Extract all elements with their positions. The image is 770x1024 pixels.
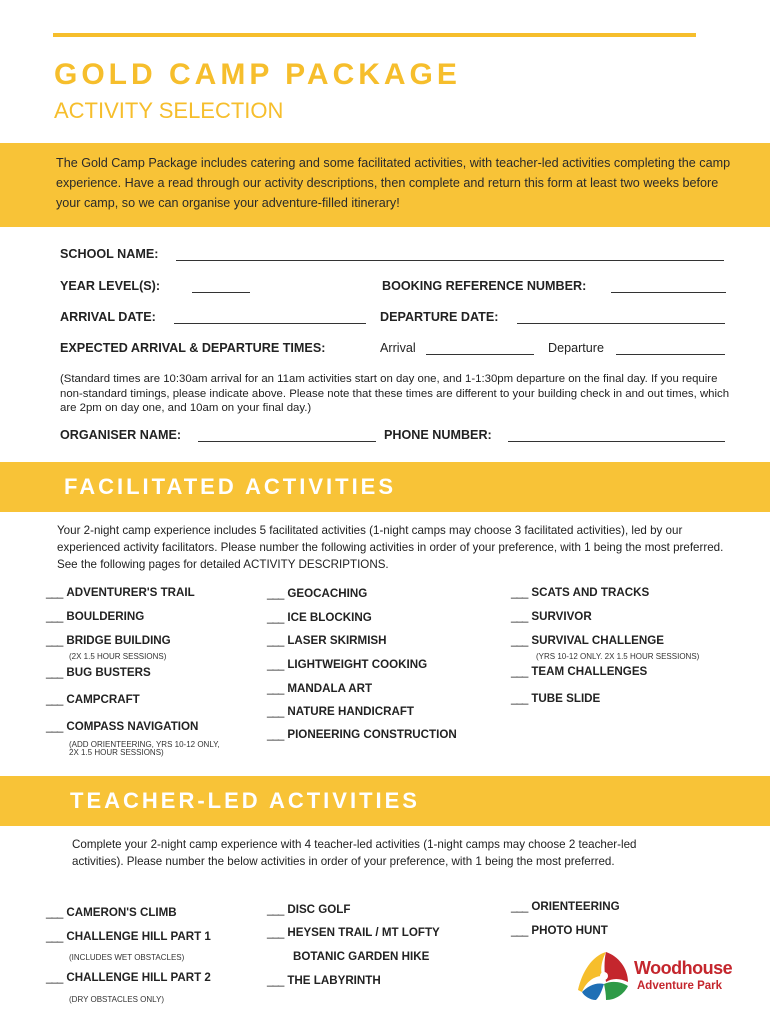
- activity-nature-handicraft[interactable]: ___ NATURE HANDICRAFT: [267, 705, 415, 718]
- activity-team-challenges[interactable]: ___ TEAM CHALLENGES: [511, 665, 648, 678]
- standard-times-note: (Standard times are 10:30am arrival for an 11am activities start on day one, and 1-1:30pm departure on the final day. If you require non-standard timings, please indicate above. Please note that these times are different to your building check in and out times, which are 2pm on day one, and 10am on your final day.): [60, 373, 730, 414]
- woodhouse-logo-icon: [572, 946, 634, 1004]
- school-name-label: SCHOOL NAME:: [60, 247, 159, 261]
- activity-orienteering[interactable]: ___ ORIENTEERING: [511, 900, 620, 913]
- activity-survivor[interactable]: ___ SURVIVOR: [511, 610, 592, 623]
- departure-time-field[interactable]: [616, 354, 725, 355]
- phone-label: PHONE NUMBER:: [384, 428, 492, 442]
- phone-field[interactable]: [508, 441, 725, 442]
- logo-text-line1: Woodhouse: [634, 958, 733, 978]
- activity-mandala-art[interactable]: ___ MANDALA ART: [267, 682, 373, 695]
- activity-tube-slide[interactable]: ___ TUBE SLIDE: [511, 692, 601, 705]
- activity-scats-and-tracks[interactable]: ___ SCATS AND TRACKS: [511, 586, 650, 599]
- activity-challenge-hill-1[interactable]: ___ CHALLENGE HILL PART 1: [46, 930, 211, 943]
- expected-times-label: EXPECTED ARRIVAL & DEPARTURE TIMES:: [60, 341, 326, 355]
- heysen-trail-line2: BOTANIC GARDEN HIKE: [293, 950, 430, 963]
- year-levels-field[interactable]: [192, 292, 250, 293]
- activity-photo-hunt[interactable]: ___ PHOTO HUNT: [511, 924, 608, 937]
- facilitated-title: FACILITATED ACTIVITIES: [64, 474, 397, 499]
- compass-note-line2: 2X 1.5 HOUR SESSIONS): [69, 748, 164, 757]
- booking-ref-field[interactable]: [611, 292, 726, 293]
- survival-challenge-note: (YRS 10-12 ONLY. 2X 1.5 HOUR SESSIONS): [536, 652, 700, 661]
- arrival-time-label: Arrival: [380, 341, 416, 355]
- activity-the-labyrinth[interactable]: ___ THE LABYRINTH: [267, 974, 381, 987]
- activity-survival-challenge[interactable]: ___ SURVIVAL CHALLENGE: [511, 634, 665, 647]
- organiser-field[interactable]: [198, 441, 376, 442]
- year-levels-label: YEAR LEVEL(S):: [60, 279, 161, 293]
- departure-date-field[interactable]: [517, 323, 725, 324]
- facilitated-intro: Your 2-night camp experience includes 5 facilitated activities (1-night camps may choose 3 facilitated activities), led by our experienced activity facilitators. Please number the following activities in order of your preference, with 1 being the most preferred. See the following pages for detailed ACTIVITY DESCRIPTIONS.: [57, 524, 724, 571]
- activity-pioneering-construction[interactable]: ___ PIONEERING CONSTRUCTION: [267, 728, 457, 741]
- activity-camerons-climb[interactable]: ___ CAMERON'S CLIMB: [46, 906, 177, 919]
- arrival-date-field[interactable]: [174, 323, 366, 324]
- activity-campcraft[interactable]: ___ CAMPCRAFT: [46, 693, 140, 706]
- activity-bridge-building[interactable]: ___ BRIDGE BUILDING: [46, 634, 171, 647]
- page-subtitle: ACTIVITY SELECTION: [54, 98, 284, 123]
- teacher-led-title: TEACHER-LED ACTIVITIES: [70, 788, 420, 813]
- activity-heysen-trail[interactable]: ___ HEYSEN TRAIL / MT LOFTY: [267, 926, 440, 939]
- bridge-building-note: (2X 1.5 HOUR SESSIONS): [69, 652, 167, 661]
- header-rule: [53, 33, 696, 37]
- arrival-time-field[interactable]: [426, 354, 534, 355]
- departure-date-label: DEPARTURE DATE:: [380, 310, 499, 324]
- activity-lightweight-cooking[interactable]: ___ LIGHTWEIGHT COOKING: [267, 658, 428, 671]
- activity-compass-navigation[interactable]: ___ COMPASS NAVIGATION: [46, 720, 199, 733]
- activity-disc-golf[interactable]: ___ DISC GOLF: [267, 903, 351, 916]
- teacher-led-intro: Complete your 2-night camp experience with 4 teacher-led activities (1-night camps may choose 2 teacher-led activities). Please number the below activities in order of your preference, with 1 being the most preferred.: [72, 838, 637, 868]
- page-title: GOLD CAMP PACKAGE: [54, 58, 461, 91]
- activity-bouldering[interactable]: ___ BOULDERING: [46, 610, 145, 623]
- intro-text: The Gold Camp Package includes catering and some facilitated activities, with teacher-led activities completing the camp experience. Have a read through our activity descriptions, then complete and return this form at least two weeks before your camp, so we can organise your adventure-filled itinerary!: [56, 156, 731, 210]
- activity-bug-busters[interactable]: ___ BUG BUSTERS: [46, 666, 151, 679]
- activity-challenge-hill-2[interactable]: ___ CHALLENGE HILL PART 2: [46, 971, 211, 984]
- arrival-date-label: ARRIVAL DATE:: [60, 310, 156, 324]
- challenge-hill-1-note: (INCLUDES WET OBSTACLES): [69, 953, 185, 962]
- challenge-hill-2-note: (DRY OBSTACLES ONLY): [69, 995, 164, 1004]
- activity-laser-skirmish[interactable]: ___ LASER SKIRMISH: [267, 634, 387, 647]
- activity-ice-blocking[interactable]: ___ ICE BLOCKING: [267, 611, 372, 624]
- activity-adventurers-trail[interactable]: ___ ADVENTURER'S TRAIL: [46, 586, 195, 599]
- activity-geocaching[interactable]: ___ GEOCACHING: [267, 587, 368, 600]
- compass-note-line1: (ADD ORIENTEERING, YRS 10-12 ONLY,: [69, 740, 220, 749]
- booking-ref-label: BOOKING REFERENCE NUMBER:: [382, 279, 587, 293]
- school-name-field[interactable]: [176, 260, 724, 261]
- logo-text-line2: Adventure Park: [637, 980, 723, 992]
- organiser-label: ORGANISER NAME:: [60, 428, 182, 442]
- departure-time-label: Departure: [548, 341, 605, 355]
